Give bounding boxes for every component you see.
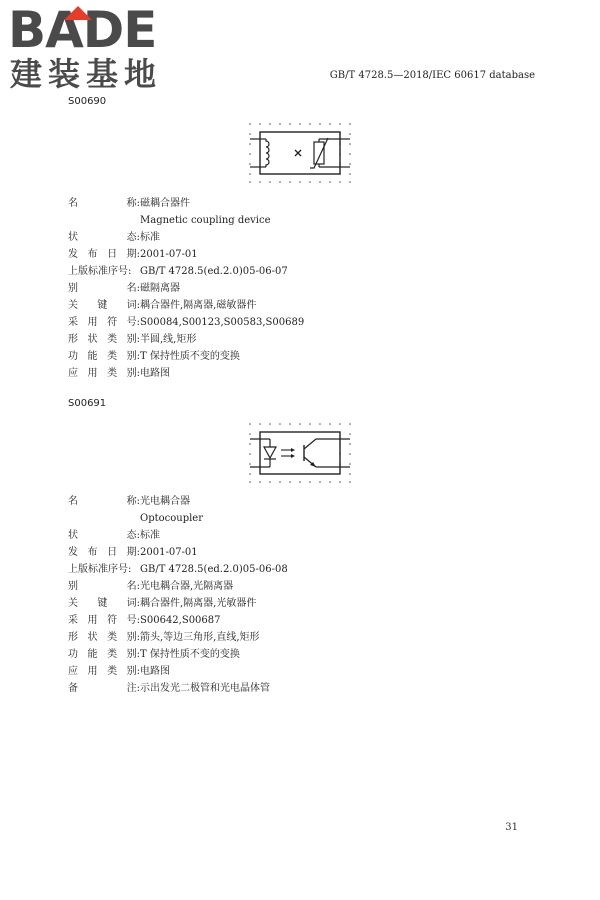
field-label: 采 用 符 号: <box>68 317 140 328</box>
logo-subtitle: 建装基地 <box>10 55 163 93</box>
field-row <box>68 612 528 629</box>
field-label: 关 键 词: <box>68 300 140 311</box>
field-value: 磁耦合器件 <box>140 198 190 209</box>
field-label: 功 能 类 别: <box>68 351 140 362</box>
field-row <box>68 195 528 212</box>
field-label: 名 称: <box>68 496 140 507</box>
field-value: T 保持性质不变的变换 <box>140 649 240 660</box>
field-label: 形 状 类 别: <box>68 334 140 345</box>
standard-header: GB/T 4728.5—2018/IEC 60617 database <box>329 70 535 81</box>
field-row <box>68 297 528 314</box>
logo-wordmark: BADE <box>8 1 157 59</box>
field-row-continued <box>68 510 528 527</box>
field-row <box>68 561 528 578</box>
field-row <box>68 229 528 246</box>
field-value: 示出发光二极管和光电晶体管 <box>140 683 270 694</box>
field-row <box>68 246 528 263</box>
entry-fields-s00691 <box>68 493 528 697</box>
field-row <box>68 663 528 680</box>
field-label: 上版标准序号: <box>68 266 132 277</box>
field-label: 形 状 类 别: <box>68 632 140 643</box>
field-label: 上版标准序号: <box>68 564 132 575</box>
symbol-code: S00690 <box>68 96 107 107</box>
field-value-english: Magnetic coupling device <box>140 215 271 226</box>
field-value: 电路图 <box>140 666 170 677</box>
field-label: 名 称: <box>68 198 140 209</box>
field-row <box>68 331 528 348</box>
field-row <box>68 348 528 365</box>
field-row <box>68 527 528 544</box>
field-label: 发 布 日 期: <box>68 547 140 558</box>
field-label: 状 态: <box>68 232 140 243</box>
field-value: 半圆,线,矩形 <box>140 334 197 345</box>
field-row <box>68 314 528 331</box>
field-value: S00084,S00123,S00583,S00689 <box>140 317 305 328</box>
field-label: 功 能 类 别: <box>68 649 140 660</box>
field-value: 2001-07-01 <box>140 547 198 558</box>
field-row <box>68 646 528 663</box>
field-value: 光电耦合器,光隔离器 <box>140 581 234 592</box>
field-label: 应 用 类 别: <box>68 368 140 379</box>
field-label: 发 布 日 期: <box>68 249 140 260</box>
field-value: 箭头,等边三角形,直线,矩形 <box>140 632 260 643</box>
logo-accent-triangle <box>64 6 92 20</box>
field-row <box>68 280 528 297</box>
field-row <box>68 493 528 510</box>
field-value: 电路图 <box>140 368 170 379</box>
bade-logo <box>8 1 178 99</box>
field-row <box>68 365 528 382</box>
optocoupler-symbol-icon <box>246 420 356 486</box>
magnetic-coupling-symbol-icon <box>246 120 356 186</box>
field-row <box>68 544 528 561</box>
field-label: 别 名: <box>68 581 140 592</box>
field-value: GB/T 4728.5(ed.2.0)05-06-07 <box>140 266 288 277</box>
field-value: 磁隔离器 <box>140 283 180 294</box>
field-label: 应 用 类 别: <box>68 666 140 677</box>
field-row <box>68 629 528 646</box>
field-value: 光电耦合器 <box>140 496 190 507</box>
field-value: GB/T 4728.5(ed.2.0)05-06-08 <box>140 564 288 575</box>
field-value: 耦合器件,隔离器,光敏器件 <box>140 598 257 609</box>
field-label: 采 用 符 号: <box>68 615 140 626</box>
entry-fields-s00690 <box>68 195 528 382</box>
field-value-english: Optocoupler <box>140 513 203 524</box>
field-label: 备 注: <box>68 683 140 694</box>
field-value: T 保持性质不变的变换 <box>140 351 240 362</box>
symbol-code: S00691 <box>68 398 107 409</box>
field-row <box>68 680 528 697</box>
field-value: 标准 <box>140 530 160 541</box>
field-value: S00642,S00687 <box>140 615 221 626</box>
field-label: 关 键 词: <box>68 598 140 609</box>
field-row <box>68 578 528 595</box>
field-row-continued <box>68 212 528 229</box>
field-row <box>68 263 528 280</box>
field-label: 别 名: <box>68 283 140 294</box>
field-label: 状 态: <box>68 530 140 541</box>
field-row <box>68 595 528 612</box>
field-value: 2001-07-01 <box>140 249 198 260</box>
field-value: 耦合器件,隔离器,磁敏器件 <box>140 300 257 311</box>
field-value: 标准 <box>140 232 160 243</box>
page-number: 31 <box>505 822 518 833</box>
